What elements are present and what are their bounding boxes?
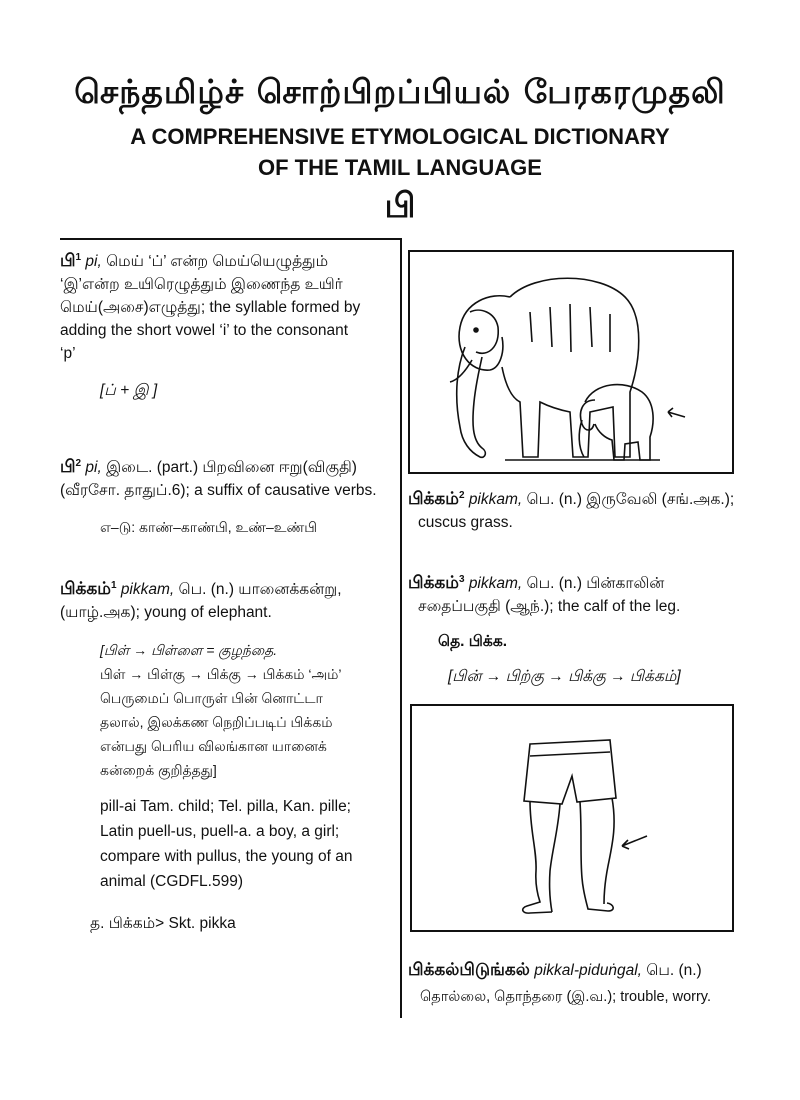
romanization: pikkal-piduṅgal,	[534, 962, 642, 979]
homonym-number: 1	[75, 252, 82, 263]
entry-pikkal-pidungal	[408, 958, 748, 1009]
tamil-title: செந்தமிழ்ச் சொற்பிறப்பியல் பேரகரமுதலி	[74, 72, 726, 111]
etymology: [பின் → பிற்கு → பிக்கு → பிக்கம்]	[448, 668, 681, 686]
cognates-block	[60, 794, 390, 894]
english-title-line1: A COMPREHENSIVE ETYMOLOGICAL DICTIONARY	[130, 124, 670, 149]
etymology-line: என்பது பெரிய விலங்கான யானைக்	[100, 738, 327, 755]
cognate-line: compare with pullus, the young of an	[100, 848, 353, 866]
definition-line: பெ. (n.) இருவேலி (சங்.அக.);	[522, 491, 735, 509]
entry-pikkam-2	[408, 484, 748, 534]
homonym-number: 2	[458, 490, 465, 501]
etymology: [ப் + இ ]	[100, 382, 158, 400]
etymology-line: கன்றைக் குறித்தது]	[100, 762, 217, 779]
headword: பிக்கம்	[408, 489, 459, 509]
etymology-line: பிள் → பிள்கு → பிக்கு → பிக்கம் ‘அம்’	[100, 666, 342, 683]
column-divider	[400, 238, 402, 1018]
definition-line: (யாழ்.அக); young of elephant.	[60, 604, 272, 622]
entry-pi-1	[60, 246, 390, 402]
leg-figure	[410, 704, 734, 932]
homonym-number: 3	[458, 574, 465, 585]
english-title-line2: OF THE TAMIL LANGUAGE	[258, 155, 542, 180]
leg-calf-illustration	[412, 706, 732, 930]
entry-pikkam-3	[408, 568, 748, 688]
entry-pi-2	[60, 452, 390, 539]
elephant-figure	[408, 250, 734, 474]
entry-pikkam-1	[60, 574, 390, 935]
cognate-line: pill-ai Tam. child; Tel. pilla, Kan. pille;	[100, 798, 351, 816]
example: எ–டு: காண்–காண்பி, உண்–உண்பி	[100, 519, 318, 536]
homonym-number: 1	[110, 580, 117, 591]
cognate-line: animal (CGDFL.599)	[100, 873, 243, 891]
etymology-line: தலால், இலக்கண நெறிப்படிப் பிக்கம்	[100, 714, 333, 731]
definition-line: சதைப்பகுதி (ஆந்.); the calf of the leg.	[418, 598, 681, 616]
definition-line: தொல்லை, தொந்தரை (இ.வ.); trouble, worry.	[420, 989, 711, 1005]
definition-line: பெ. (n.)	[641, 962, 702, 979]
column-top-rule	[60, 238, 400, 240]
definition-line: பெ. (n.) பின்காலின்	[522, 575, 665, 593]
definition-line: ‘p’	[60, 345, 76, 363]
definition-line: மெய்(அசை)எழுத்து; the syllable formed by	[60, 299, 361, 317]
romanization: pi,	[85, 459, 102, 477]
headword: பி	[60, 457, 76, 477]
definition-line: பெ. (n.) யானைக்கன்று,	[174, 581, 342, 599]
romanization: pikkam,	[120, 581, 175, 599]
sanskrit-note: த. பிக்கம்> Skt. pikka	[90, 915, 236, 933]
etymology-line: [பிள் → பிள்ளை = குழந்தை.	[100, 642, 278, 659]
cognate: தெ. பிக்க.	[438, 633, 508, 651]
headword: பிக்கல்பிடுங்கல்	[408, 960, 530, 979]
etymology-block	[60, 638, 390, 782]
definition-line: மெய் ‘ப்’ என்ற மெய்யெழுத்தும்	[101, 253, 329, 271]
homonym-number: 2	[75, 458, 82, 469]
section-letter: பி	[384, 186, 416, 226]
headword: பி	[60, 251, 76, 271]
headword: பிக்கம்	[60, 579, 111, 599]
definition-line: இடை. (part.) பிறவினை ஈறு(விகுதி)	[101, 459, 357, 477]
romanization: pikkam,	[468, 491, 523, 509]
romanization: pikkam,	[468, 575, 523, 593]
headword: பிக்கம்	[408, 573, 459, 593]
definition-line: adding the short vowel ‘i’ to the consonant	[60, 322, 349, 340]
etymology-line: பெருமைப் பொருள் பின் னொட்டா	[100, 690, 323, 707]
elephant-illustration	[410, 252, 732, 472]
definition-line: ‘இ’என்ற உயிரெழுத்தும் இணைந்த உயிர்	[60, 276, 343, 294]
cognate-line: Latin puell-us, puell-a. a boy, a girl;	[100, 823, 340, 841]
definition-line: (வீரசோ. தாதுப்.6); a suffix of causative verbs.	[60, 482, 377, 500]
romanization: pi,	[85, 253, 102, 271]
definition-line: cuscus grass.	[418, 514, 513, 532]
